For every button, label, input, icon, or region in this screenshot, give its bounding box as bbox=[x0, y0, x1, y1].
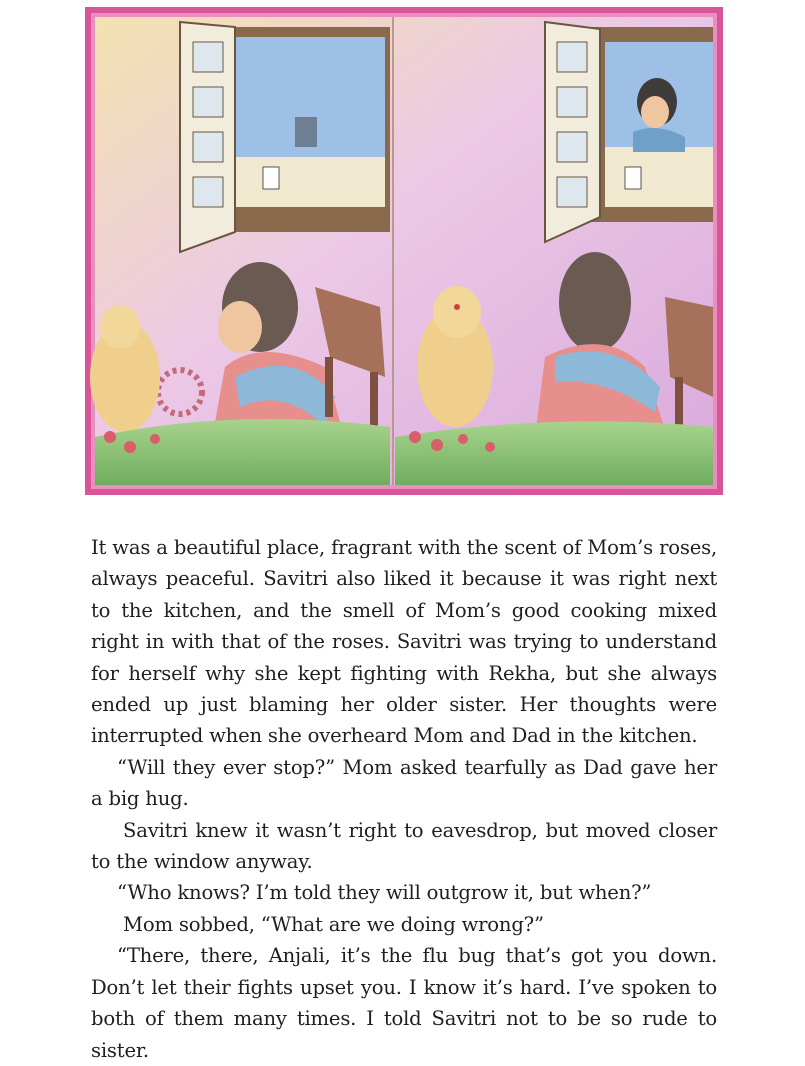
story-text bbox=[91, 532, 717, 1066]
paragraph-4: “Who knows? I’m told they will outgrow it, but when?” bbox=[117, 881, 652, 905]
paragraph-2: “Will they ever stop?” Mom asked tearfully as Dad gave her a big hug. bbox=[91, 755, 717, 811]
grass bbox=[95, 419, 390, 485]
illustration-svg bbox=[85, 7, 723, 495]
paragraph-1: It was a beautiful place, fragrant with the scent of Mom’s roses, always peaceful. Savitri also liked it because it was right next to the kitchen, and the smell of Mom’s good cooking mixed right in with that of the roses. Savitri was trying to understand for herself why she kept fighting with Rekha, but she always ended up just blaming her older sister. Her thoughts were interrupted when she overheard Mom and Dad in the kitchen. bbox=[91, 536, 717, 748]
paragraph-5: Mom sobbed, “What are we doing wrong?” bbox=[123, 912, 544, 936]
paragraph-6: “There, there, Anjali, it’s the flu bug that’s got you down. Don’t let their fights upset you. I know it’s hard. I’ve spoken to both of them many times. I told Savitri not to be so rude to sister. bbox=[91, 944, 717, 1062]
paragraph-3: Savitri knew it wasn’t right to eavesdrop, but moved closer to the window anyway. bbox=[91, 818, 717, 874]
story-illustration bbox=[85, 7, 723, 495]
